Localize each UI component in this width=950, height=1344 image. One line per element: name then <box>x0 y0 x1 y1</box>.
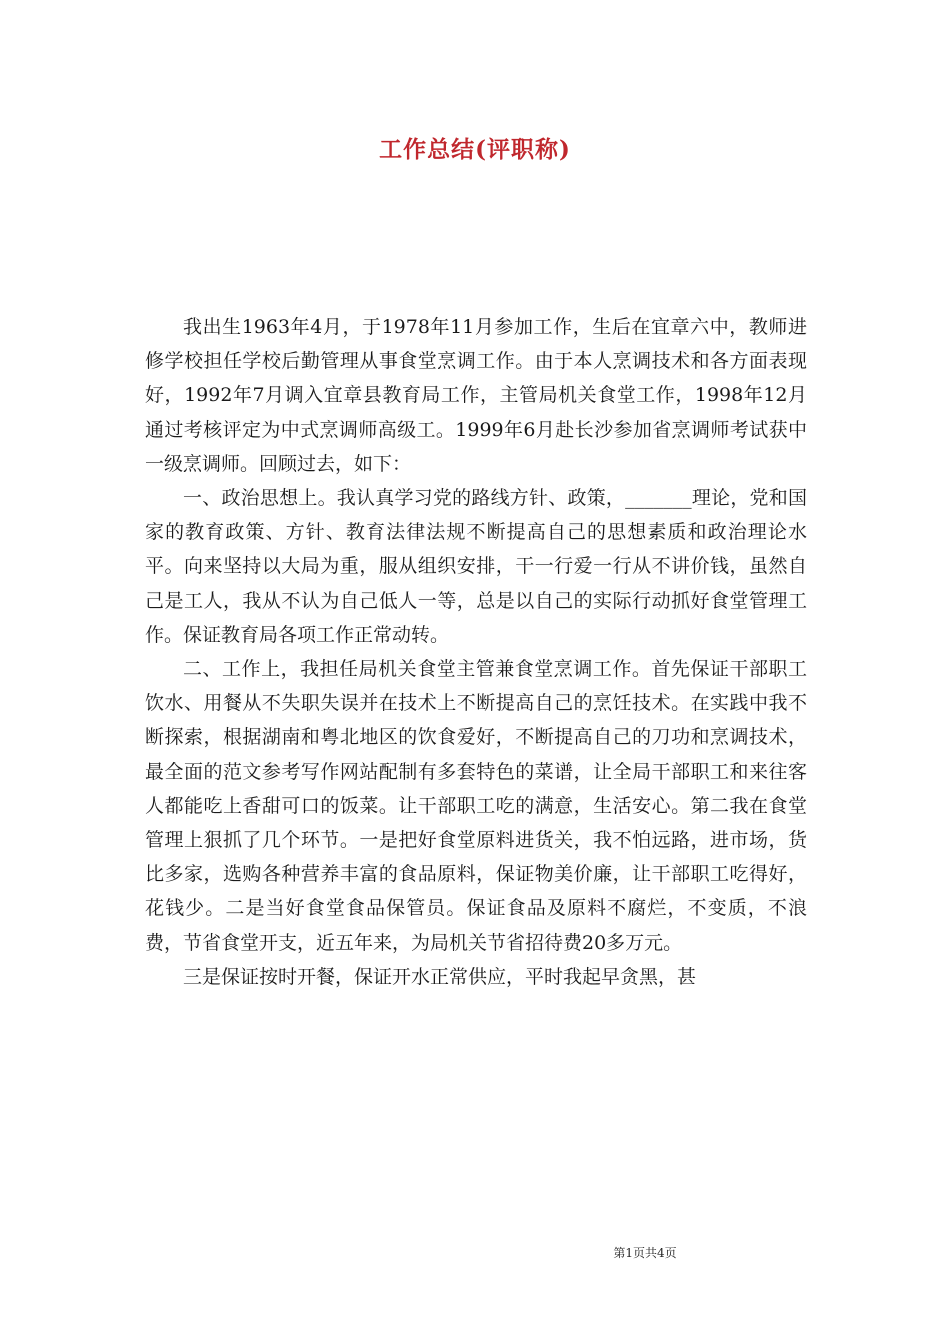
document-body <box>145 310 807 994</box>
paragraph-intro: 我出生1963年4月，于1978年11月参加工作，生后在宜章六中，教师进修学校担任学校后勤管理从事食堂烹调工作。由于本人烹调技术和各方面表现好，1992年7月调入宜章县教育局工作，主管局机关食堂工作，1998年12月通过考核评定为中式烹调师高级工。1999年6月赴长沙参加省烹调师考试获中一级烹调师。回顾过去，如下： <box>145 316 807 475</box>
document-title: 工作总结(评职称) <box>379 136 571 163</box>
paragraph-work: 二、工作上，我担任局机关食堂主管兼食堂烹调工作。首先保证干部职工饮水、用餐从不失职失误并在技术上不断提高自己的烹饪技术。在实践中我不断探索，根据湖南和粤北地区的饮食爱好，不断提高自己的刀功和烹调技术，最全面的范文参考写作网站配制有多套特色的菜谱，让全局干部职工和来往客人都能吃上香甜可口的饭菜。让干部职工吃的满意，生活安心。第二我在食堂管理上狠抓了几个环节。一是把好食堂原料进货关，我不怕远路，进市场，货比多家，选购各种营养丰富的食品原料，保证物美价廉，让干部职工吃得好，花钱少。二是当好食堂食品保管员。保证食品及原料不腐烂，不变质，不浪费，节省食堂开支，近五年来，为局机关节省招待费20多万元。 <box>145 658 807 954</box>
page-number: 第1页共4页 <box>613 1246 677 1260</box>
paragraph-political: 一、政治思想上。我认真学习党的路线方针、政策，_______理论，党和国家的教育政策、方针、教育法律法规不断提高自己的思想素质和政治理论水平。向来坚持以大局为重，服从组织安排，干一行爱一行从不讲价钱，虽然自己是工人，我从不认为自己低人一等，总是以自己的实际行动抓好食堂管理工作。保证教育局各项工作正常动转。 <box>145 487 807 646</box>
paragraph-meals: 三是保证按时开餐，保证开水正常供应，平时我起早贪黑，甚 <box>183 965 697 988</box>
